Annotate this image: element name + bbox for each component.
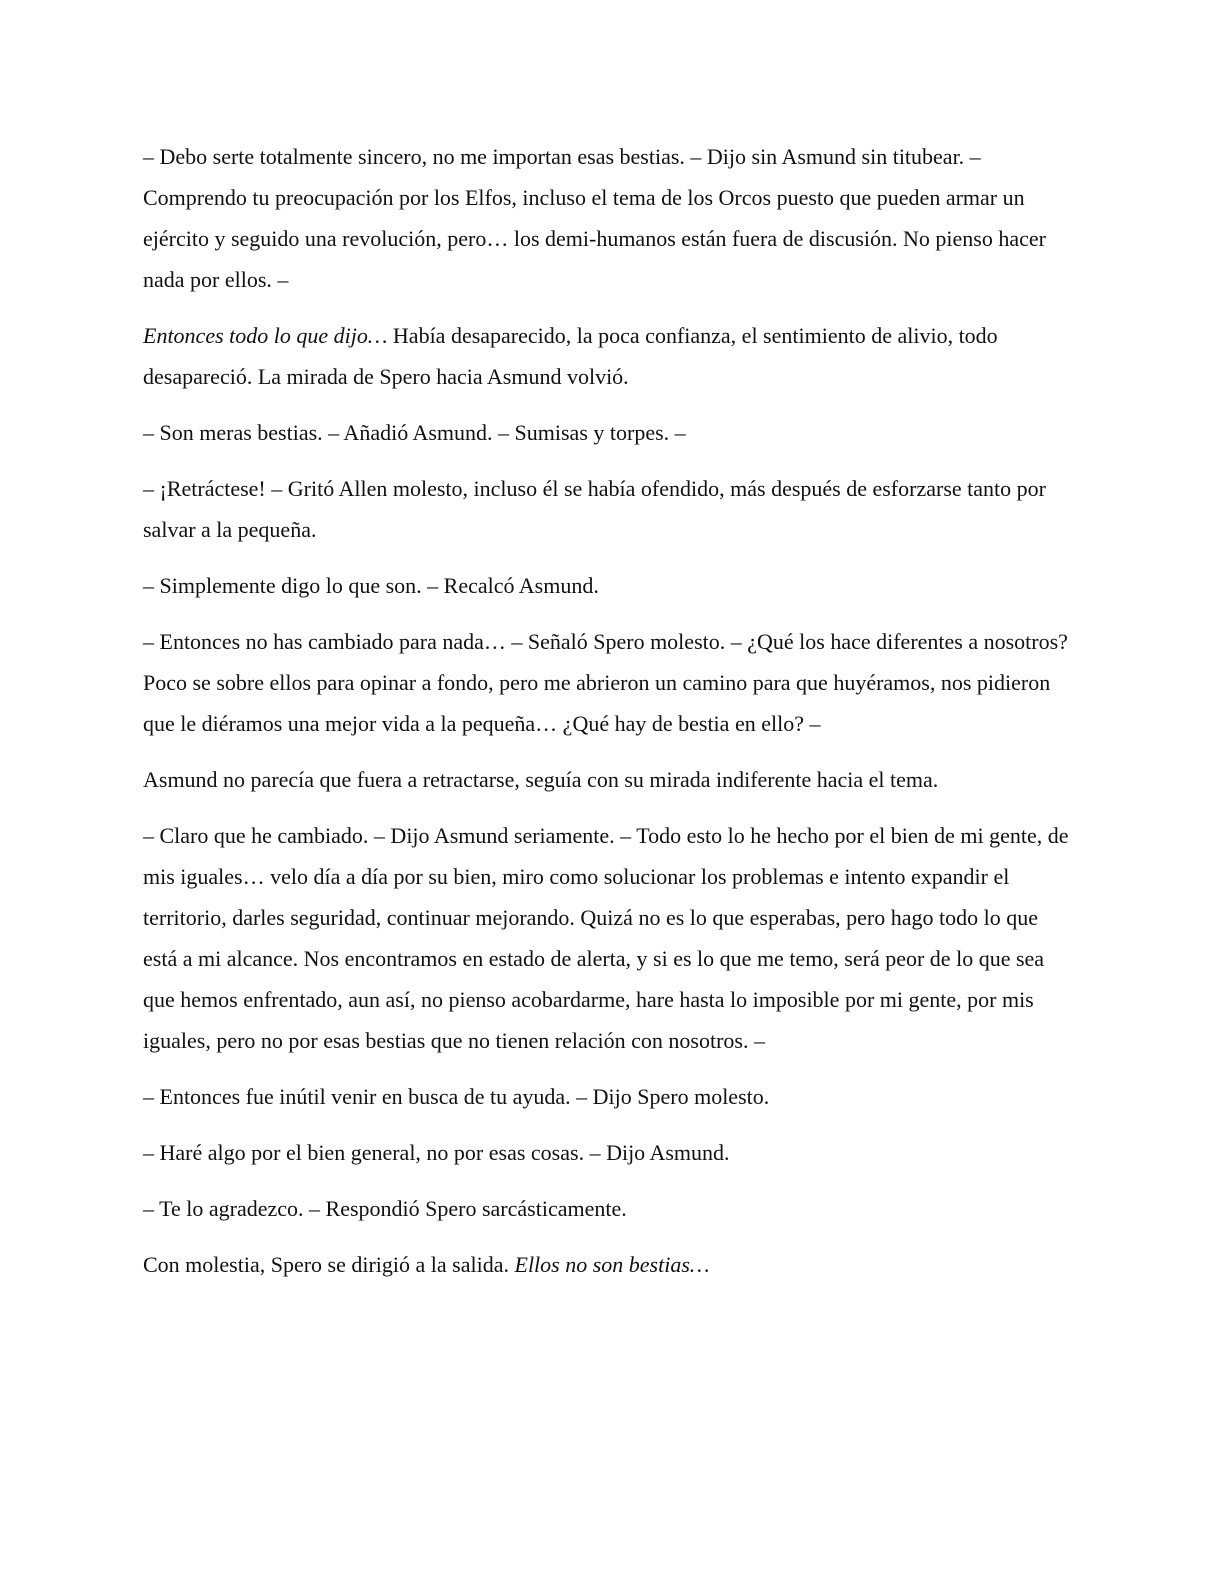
- paragraph: [143, 1132, 1073, 1173]
- text-segment: – Claro que he cambiado. – Dijo Asmund seriamente. – Todo esto lo he hecho por el bien de mi gente, de mis iguales… velo día a día por su bien, miro como solucionar los problemas e intento expandir el territorio, darles seguridad, continuar mejorando. Quizá no es lo que esperabas, pero hago todo lo que está a mi alcance. Nos encontramos en estado de alerta, y si es lo que me temo, será peor de lo que sea que hemos enfrentado, aun así, no pienso acobardarme, hare hasta lo imposible por mi gente, por mis iguales, pero no por esas bestias que no tienen relación con nosotros. –: [143, 823, 1069, 1053]
- paragraph: [143, 1076, 1073, 1117]
- paragraph: [143, 136, 1073, 300]
- paragraph: [143, 565, 1073, 606]
- text-segment: – ¡Retráctese! – Gritó Allen molesto, incluso él se había ofendido, más después de esforzarse tanto por salvar a la pequeña.: [143, 476, 1046, 542]
- paragraph: [143, 315, 1073, 397]
- text-segment: Había desaparecido, la poca confianza, el sentimiento de alivio, todo desapareció. La mirada de Spero hacia Asmund volvió.: [143, 323, 998, 389]
- text-segment: Con molestia, Spero se dirigió a la salida.: [143, 1252, 515, 1277]
- paragraph: [143, 1188, 1073, 1229]
- paragraph: [143, 1244, 1073, 1285]
- paragraph: [143, 815, 1073, 1061]
- paragraph: [143, 759, 1073, 800]
- paragraph: [143, 412, 1073, 453]
- paragraph: [143, 621, 1073, 744]
- text-segment: – Simplemente digo lo que son. – Recalcó Asmund.: [143, 573, 599, 598]
- document-body: [143, 136, 1073, 1300]
- paragraph: [143, 468, 1073, 550]
- text-segment: – Te lo agradezco. – Respondió Spero sarcásticamente.: [143, 1196, 627, 1221]
- text-segment: – Entonces fue inútil venir en busca de tu ayuda. – Dijo Spero molesto.: [143, 1084, 770, 1109]
- text-segment: – Entonces no has cambiado para nada… – Señaló Spero molesto. – ¿Qué los hace diferentes a nosotros? Poco se sobre ellos para opinar a fondo, pero me abrieron un camino para que huyéramos, nos pidieron que le diéramos una mejor vida a la pequeña… ¿Qué hay de bestia en ello? –: [143, 629, 1068, 736]
- text-segment: – Haré algo por el bien general, no por esas cosas. – Dijo Asmund.: [143, 1140, 730, 1165]
- text-segment: Asmund no parecía que fuera a retractarse, seguía con su mirada indiferente hacia el tema.: [143, 767, 939, 792]
- text-segment: – Debo serte totalmente sincero, no me importan esas bestias. – Dijo sin Asmund sin titubear. – Comprendo tu preocupación por los Elfos, incluso el tema de los Orcos puesto que pueden armar un ejército y seguido una revolución, pero… los demi-humanos están fuera de discusión. No pienso hacer nada por ellos. –: [143, 144, 1046, 292]
- italic-text: Entonces todo lo que dijo…: [143, 323, 388, 348]
- italic-text: Ellos no son bestias…: [514, 1252, 710, 1277]
- text-segment: – Son meras bestias. – Añadió Asmund. – Sumisas y torpes. –: [143, 420, 686, 445]
